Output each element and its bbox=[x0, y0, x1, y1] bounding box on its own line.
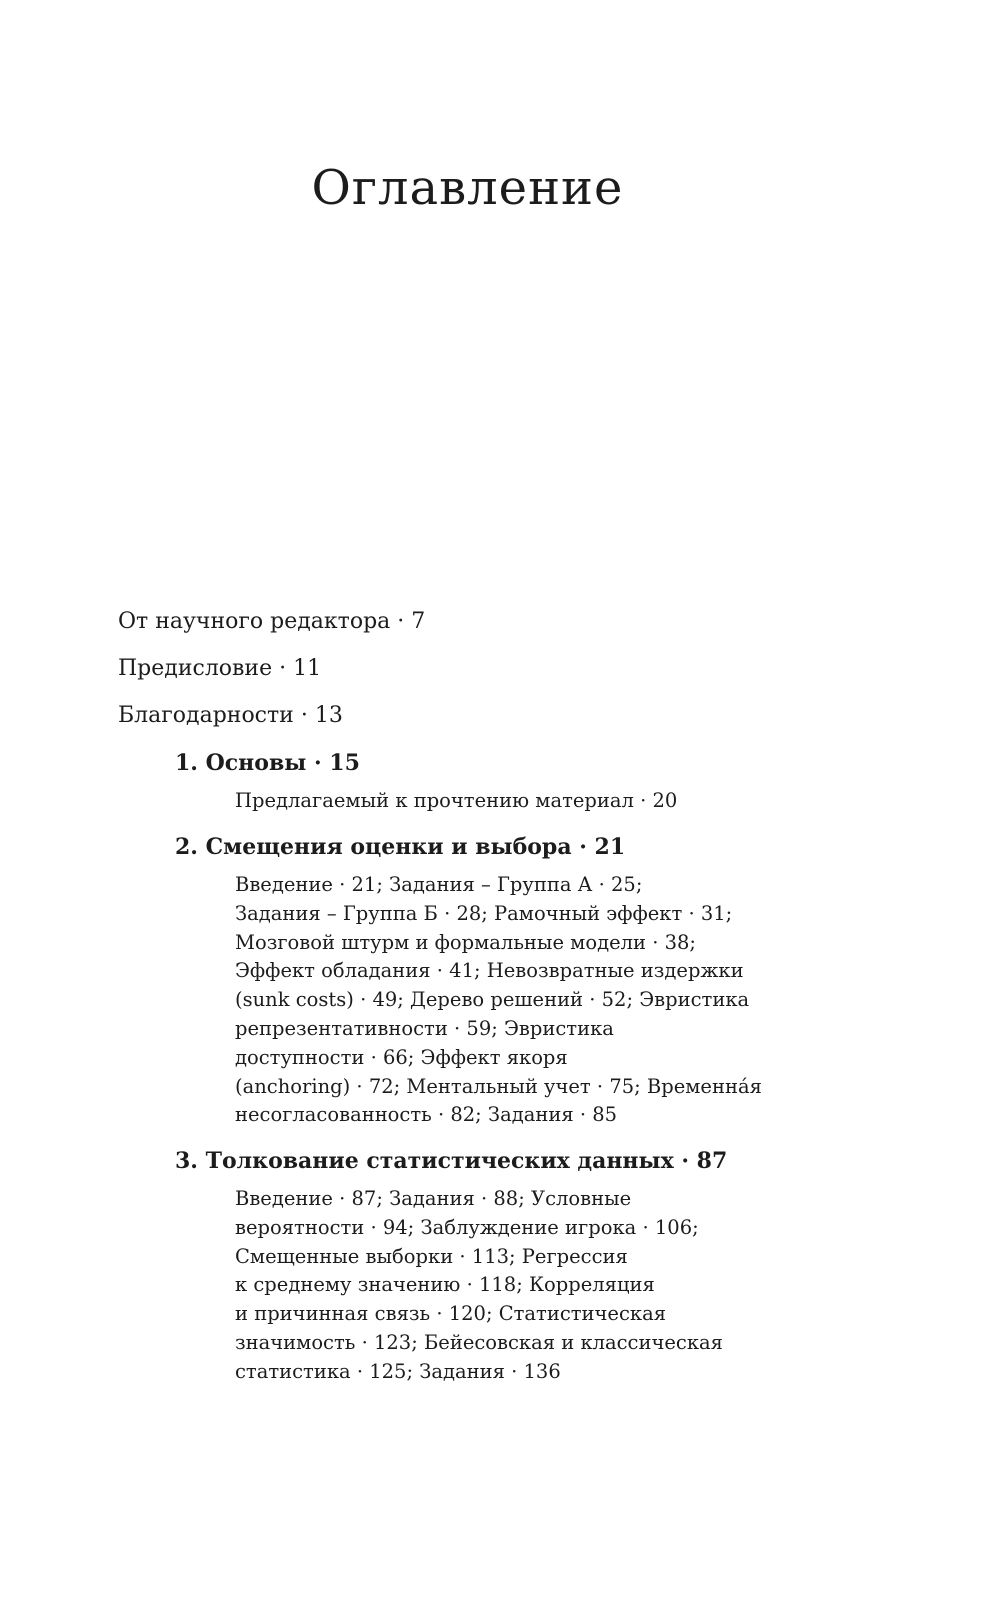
section-line: Мозговой штурм и формальные модели · 38; bbox=[235, 930, 697, 954]
section-line: репрезентативности · 59; Эвристика bbox=[235, 1016, 614, 1040]
section-line: к среднему значению · 118; Корреляция bbox=[235, 1273, 655, 1297]
section-line: Введение · 87; Задания · 88; Условные bbox=[235, 1187, 632, 1210]
section-line: доступности · 66; Эффект якоря bbox=[235, 1045, 568, 1069]
section-line: Введение · 21; Задания – Группа А · 25; bbox=[235, 873, 643, 896]
toc-entry-preface[interactable]: Предисловие · 11 bbox=[118, 656, 322, 681]
chapter-3-sections bbox=[235, 1185, 875, 1387]
section-line: и причинная связь · 120; Статистическая bbox=[235, 1302, 667, 1326]
section-line: (anchoring) · 72; Ментальный учет · 75; Временна́я bbox=[235, 1074, 762, 1098]
chapter-3-heading[interactable]: 3. Толкование статистических данных · 87 bbox=[175, 1148, 728, 1174]
toc-entry-editor[interactable]: От научного редактора · 7 bbox=[118, 609, 426, 634]
section-line: Задания – Группа Б · 28; Рамочный эффект · 31; bbox=[235, 901, 733, 925]
section-line: (sunk costs) · 49; Дерево решений · 52; Эвристика bbox=[235, 988, 750, 1012]
section-line: Смещенные выборки · 113; Регрессия bbox=[235, 1244, 628, 1268]
section-line: Эффект обладания · 41; Невозвратные издержки bbox=[235, 959, 744, 983]
chapter-1-sections bbox=[235, 787, 875, 816]
chapter-2-heading[interactable]: 2. Смещения оценки и выбора · 21 bbox=[175, 834, 626, 860]
chapter-1-heading[interactable]: 1. Основы · 15 bbox=[175, 750, 360, 776]
section-line: значимость · 123; Бейесовская и классическая bbox=[235, 1330, 723, 1354]
page-title: Оглавление bbox=[311, 160, 624, 216]
section-line: вероятности · 94; Заблуждение игрока · 106; bbox=[235, 1215, 699, 1239]
section-line: Предлагаемый к прочтению материал · 20 bbox=[235, 789, 678, 812]
toc-entry-acknowledgements[interactable]: Благодарности · 13 bbox=[118, 703, 343, 728]
chapter-2-sections bbox=[235, 871, 875, 1130]
section-line: несогласованность · 82; Задания · 85 bbox=[235, 1103, 618, 1127]
section-line: статистика · 125; Задания · 136 bbox=[235, 1359, 561, 1383]
